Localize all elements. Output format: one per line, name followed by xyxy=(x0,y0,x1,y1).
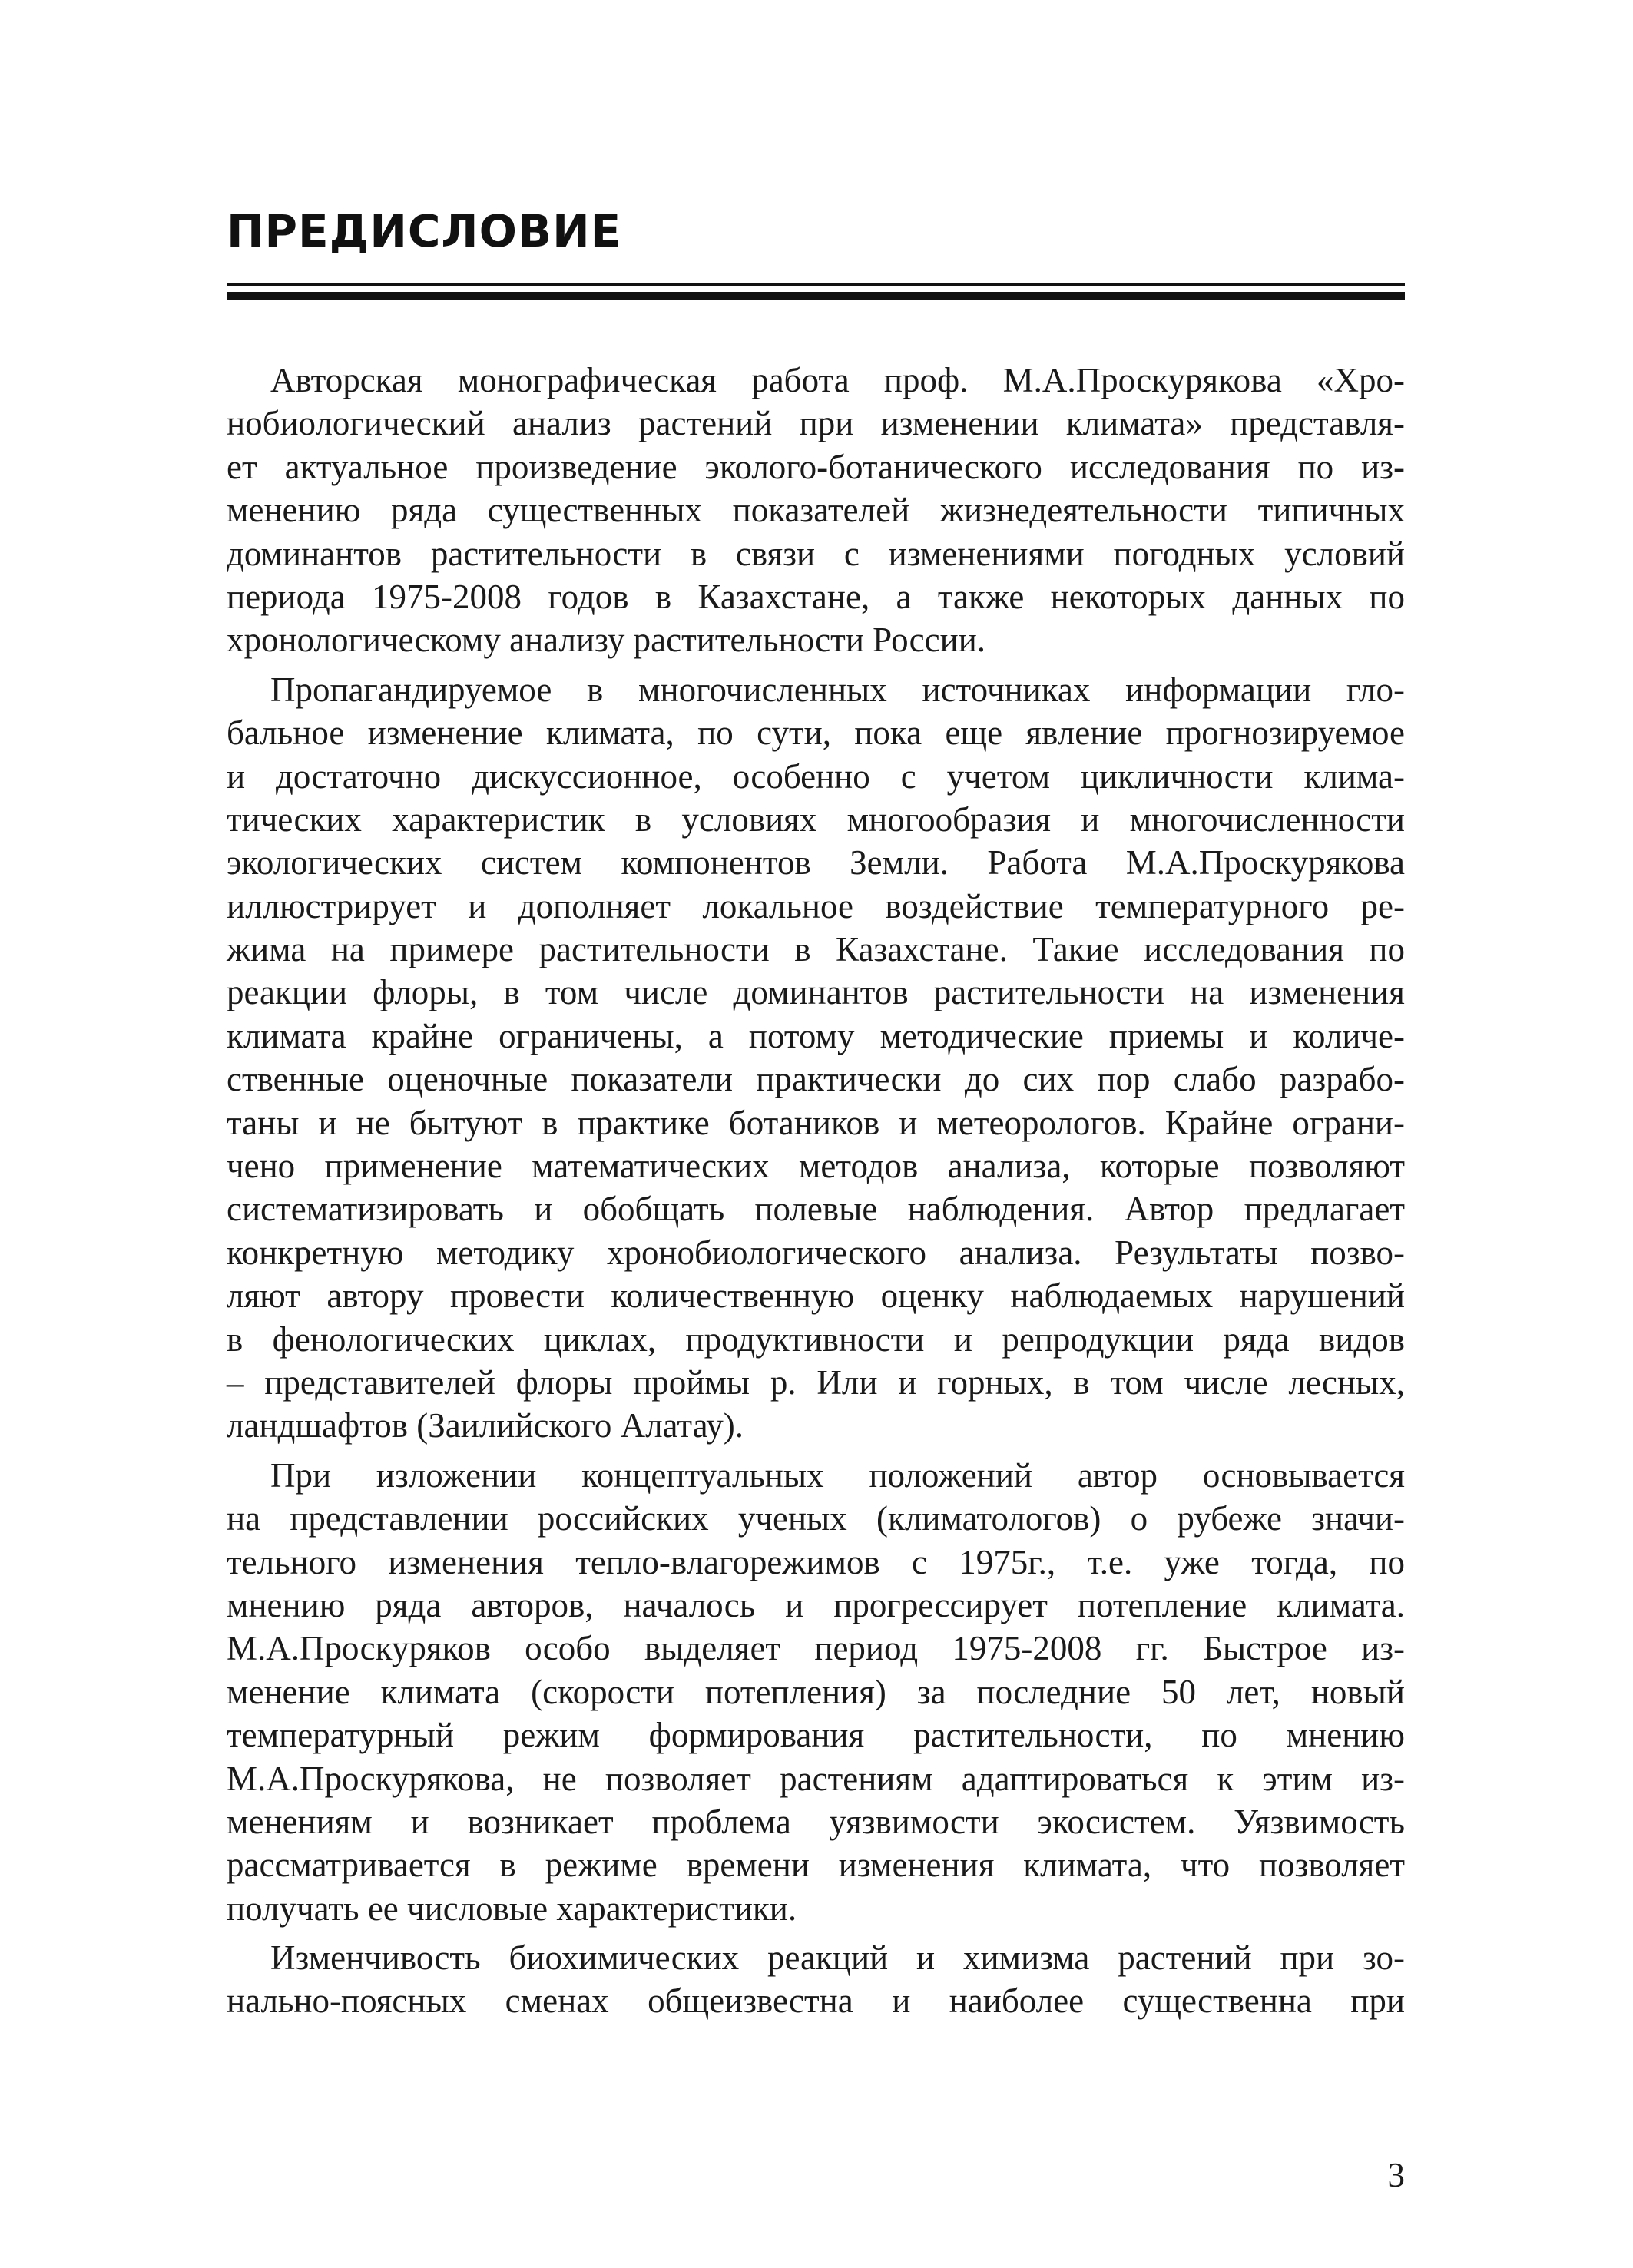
heading-rule-thin xyxy=(227,283,1405,286)
text-line: конкретную методику хронобиологического анализа. Результаты позво- xyxy=(227,1233,1405,1272)
text-line: в фенологических циклах, продуктивности и репродукции ряда видов xyxy=(227,1319,1405,1359)
text-line: систематизировать и обобщать полевые наблюдения. Автор предлагает xyxy=(227,1190,1405,1229)
text-line: Изменчивость биохимических реакций и химизма растений при зо- xyxy=(270,1939,1405,1978)
text-line: тических характеристик в условиях многообразия и многочисленности xyxy=(227,800,1405,839)
text-line: доминантов растительности в связи с изменениями погодных условий xyxy=(227,534,1405,573)
text-line: мнению ряда авторов, началось и прогрессирует потепление климата. xyxy=(227,1585,1405,1624)
text-line: ственные оценочные показатели практически до сих пор слабо разрабо- xyxy=(227,1060,1405,1099)
text-line: ет актуальное произведение эколого-ботанического исследования по из- xyxy=(227,447,1405,486)
text-line: реакции флоры, в том числе доминантов растительности на изменения xyxy=(227,973,1405,1012)
text-line: экологических систем компонентов Земли. Работа М.А.Проскурякова xyxy=(227,843,1405,882)
paragraph xyxy=(227,1454,1405,1930)
text-line: на представлении российских ученых (климатологов) о рубеже значи- xyxy=(227,1499,1405,1538)
page-title: ПРЕДИСЛОВИЕ xyxy=(227,205,622,257)
heading-rule-thick xyxy=(227,292,1405,300)
text-line: получать ее числовые характеристики. xyxy=(227,1889,797,1928)
text-line: рассматривается в режиме времени изменения климата, что позволяет xyxy=(227,1846,1405,1885)
paragraph xyxy=(227,359,1405,662)
text-line: – представителей флоры проймы р. Или и горных, в том числе лесных, xyxy=(227,1362,1405,1402)
text-line: М.А.Проскурякова, не позволяет растениям адаптироваться к этим из- xyxy=(227,1759,1405,1798)
text-line: таны и не бытуют в практике ботаников и метеорологов. Крайне ограни- xyxy=(227,1103,1405,1142)
text-line: менение климата (скорости потепления) за последние 50 лет, новый xyxy=(227,1672,1405,1711)
text-line: ляют автору провести количественную оценку наблюдаемых нарушений xyxy=(227,1276,1405,1316)
text-line: хронологическому анализу растительности России. xyxy=(227,621,986,660)
text-line: температурный режим формирования растительности, по мнению xyxy=(227,1716,1405,1755)
text-line: Пропагандируемое в многочисленных источниках информации гло- xyxy=(270,670,1405,709)
paragraph xyxy=(227,1936,1405,2023)
text-line: Авторская монографическая работа проф. М.А.Проскурякова «Хро- xyxy=(270,361,1405,399)
text-line: бальное изменение климата, по сути, пока еще явление прогнозируемое xyxy=(227,714,1405,753)
text-line: ландшафтов (Заилийского Алатау). xyxy=(227,1406,744,1445)
text-line: М.А.Проскуряков особо выделяет период 1975-2008 гг. Быстрое из- xyxy=(227,1629,1405,1668)
paragraph xyxy=(227,668,1405,1448)
text-line: и достаточно дискуссионное, особенно с учетом цикличности клима- xyxy=(227,757,1405,796)
text-line: менению ряда существенных показателей жизнедеятельности типичных xyxy=(227,491,1405,530)
text-line: климата крайне ограничены, а потому методические приемы и количе- xyxy=(227,1016,1405,1055)
text-line: При изложении концептуальных положений автор основывается xyxy=(270,1455,1405,1495)
text-line: тельного изменения тепло-влагорежимов с 1975г., т.е. уже тогда, по xyxy=(227,1542,1405,1581)
text-line: иллюстрирует и дополняет локальное воздействие температурного ре- xyxy=(227,886,1405,925)
body-text xyxy=(227,359,1405,2023)
text-line: нобиологический анализ растений при изменении климата» представля- xyxy=(227,404,1405,443)
text-line: периода 1975-2008 годов в Казахстане, а также некоторых данных по xyxy=(227,577,1405,616)
text-line: нально-поясных сменах общеизвестна и наиболее существенна при xyxy=(227,1982,1405,2021)
text-line: жима на примере растительности в Казахстане. Такие исследования по xyxy=(227,930,1405,969)
text-line: чено применение математических методов анализа, которые позволяют xyxy=(227,1147,1405,1186)
text-line: менениям и возникает проблема уязвимости экосистем. Уязвимость xyxy=(227,1802,1405,1841)
page-number: 3 xyxy=(1387,2156,1405,2194)
